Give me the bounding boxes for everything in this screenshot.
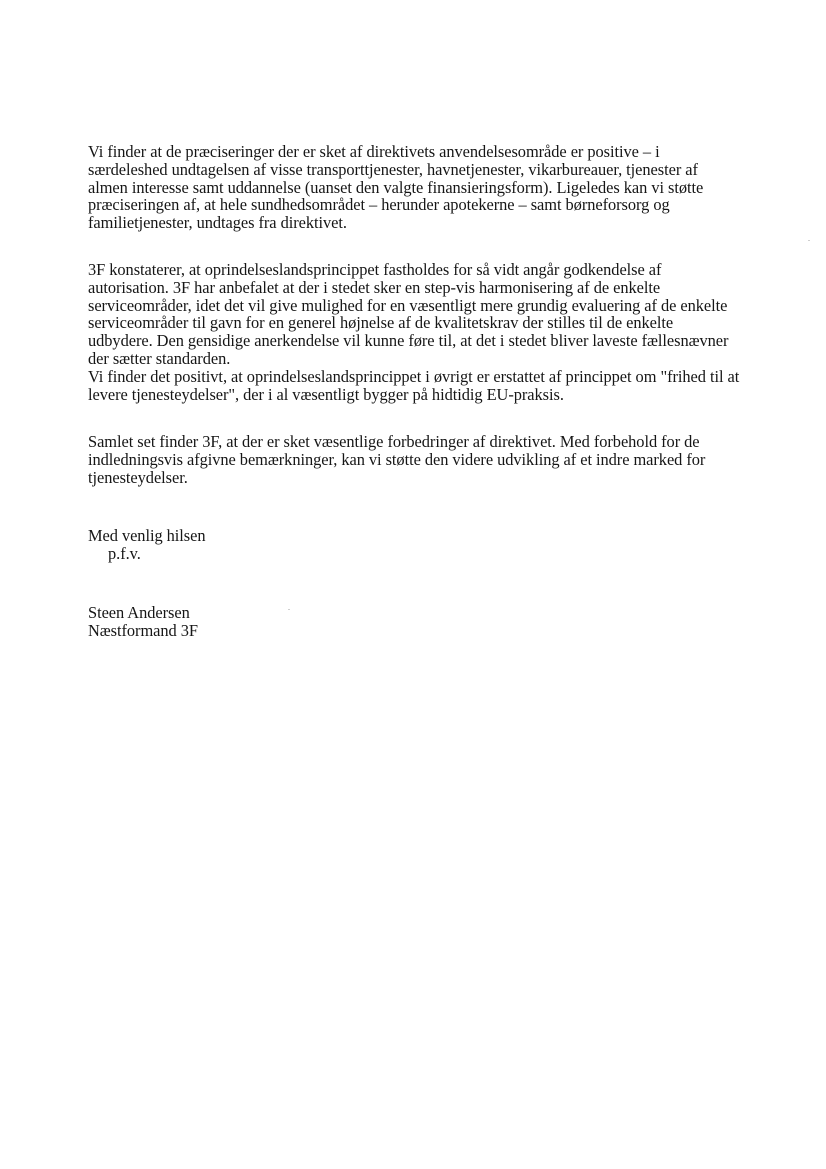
paragraph-conclusion xyxy=(88,433,808,486)
paragraph-line: autorisation. 3F har anbefalet at der i stedet sker en step-vis harmonisering af de enkelte xyxy=(88,277,661,297)
closing-pfv: p.f.v. xyxy=(108,543,141,563)
paragraph-country-of-origin xyxy=(88,261,808,403)
paragraph-line: der sætter standarden. xyxy=(88,348,231,368)
paragraph-scope xyxy=(88,143,808,232)
signer-title: Næstformand 3F xyxy=(88,620,198,640)
paragraph-line: Vi finder at de præciseringer der er sket af direktivets anvendelsesområde er positive – i xyxy=(88,142,660,161)
paragraph-line: tjenesteydelser. xyxy=(88,467,188,487)
paragraph-line: særdeleshed undtagelsen af visse transporttjenester, havnetjenester, vikarbureauer, tjenester af xyxy=(88,159,698,179)
paragraph-line: udbydere. Den gensidige anerkendelse vil kunne føre til, at det i stedet bliver laveste fællesnævner xyxy=(88,331,729,351)
closing-block xyxy=(88,527,808,563)
closing-greeting: Med venlig hilsen xyxy=(88,526,206,545)
paragraph-line: indledningsvis afgivne bemærkninger, kan vi støtte den videre udvikling af et indre marked for xyxy=(88,449,706,469)
scan-speck xyxy=(288,609,290,610)
signer-name: Steen Andersen xyxy=(88,603,190,622)
paragraph-line: Vi finder det positivt, at oprindelseslandsprincippet i øvrigt er erstattet af princippet om "frihed til at xyxy=(88,366,740,386)
paragraph-line: familietjenester, undtages fra direktivet. xyxy=(88,213,347,233)
signature-block xyxy=(88,604,808,640)
paragraph-line: levere tjenesteydelser", der i al væsentligt bygger på hidtidig EU-praksis. xyxy=(88,384,564,404)
paragraph-line: præciseringen af, at hele sundhedsområdet – herunder apotekerne – samt børneforsorg og xyxy=(88,195,670,215)
paragraph-line: 3F konstaterer, at oprindelseslandsprincippet fastholdes for så vidt angår godkendelse af xyxy=(88,260,662,279)
paragraph-line: almen interesse samt uddannelse (uanset den valgte finansieringsform). Ligeledes kan vi støtte xyxy=(88,177,704,197)
paragraph-line: serviceområder, idet det vil give mulighed for en væsentligt mere grundig evaluering af de enkelte xyxy=(88,295,728,315)
paragraph-line: serviceområder til gavn for en generel højnelse af de kvalitetskrav der stilles til de enkelte xyxy=(88,313,674,333)
scan-speck xyxy=(808,240,810,241)
paragraph-line: Samlet set finder 3F, at der er sket væsentlige forbedringer af direktivet. Med forbehold for de xyxy=(88,432,700,451)
